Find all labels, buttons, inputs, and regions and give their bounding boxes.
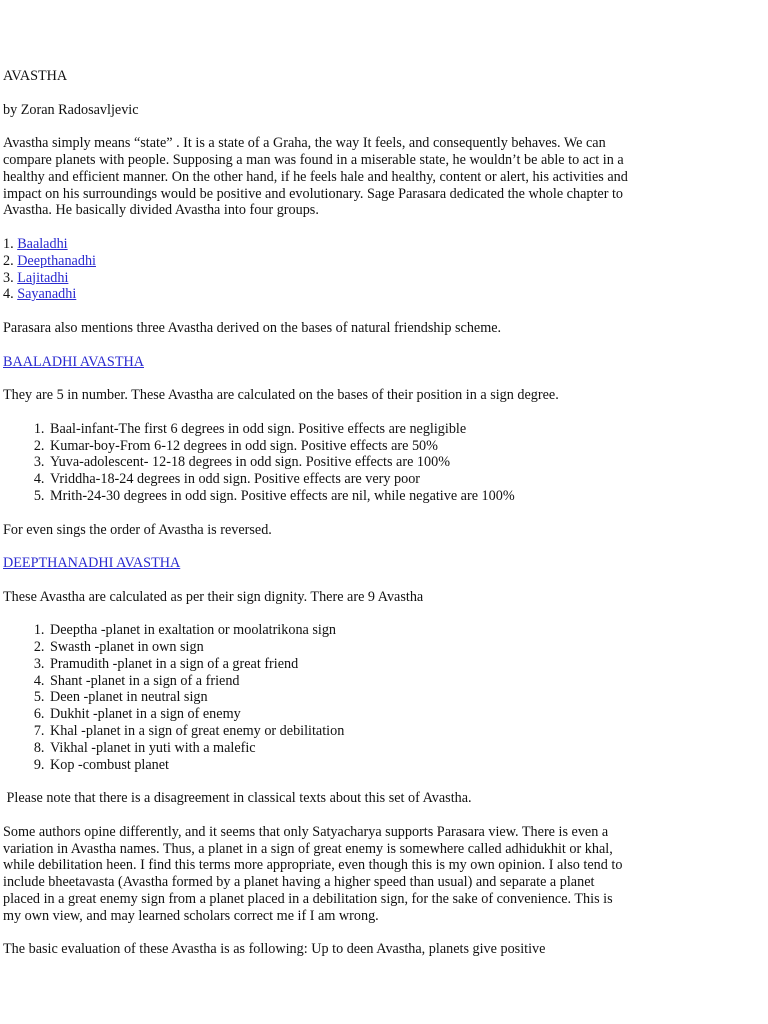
friendship-note: Parasara also mentions three Avastha derived on the bases of natural friendship scheme. [3,319,502,336]
deepthanadhi-list [3,622,633,773]
link-sayanadhi[interactable]: Sayanadhi [17,286,77,303]
heading-link-deepthanadhi[interactable]: DEEPTHANADHI AVASTHA [3,555,181,572]
list-item: 3. Yuva-adolescent- 12-18 degrees in odd sign. Positive effects are 100% [48,454,633,471]
list-item: 5. Deen -planet in neutral sign [48,689,633,706]
list-item: 2. Kumar-boy-From 6-12 degrees in odd sign. Positive effects are 50% [48,438,633,455]
disagreement-note: Please note that there is a disagreement in classical texts about this set of Avastha. [3,790,472,807]
list-item: 7. Khal -planet in a sign of great enemy or debilitation [48,723,633,740]
link-baaladhi[interactable]: Baaladhi [17,235,68,252]
list-item: 2. Swasth -planet in own sign [48,639,633,656]
item-number: 4. [3,286,18,303]
avastha-groups-list [3,236,633,303]
deepthanadhi-intro: These Avastha are calculated as per their sign dignity. There are 9 Avastha [3,588,424,605]
list-item: 4. Vriddha-18-24 degrees in odd sign. Positive effects are very poor [48,471,633,488]
link-lajitadhi[interactable]: Lajitadhi [17,269,69,286]
list-item [3,236,633,253]
item-number: 3. [3,269,18,286]
document-body [3,68,633,975]
intro-paragraph: Avastha simply means “state” . It is a state of a Graha, the way It feels, and consequently behaves. We can compare planets with people. Supposing a man was found in a miserable state, he wouldn’t be able to act in a healthy and efficient manner. On the other hand, if he feels hale and healthy, content or alert, his activities and impact on his surroundings would be positive and evolutionary. Sage Parasara dedicated the whole chapter to Avastha. He basically divided Avastha into four groups. [3,135,628,219]
item-number: 2. [3,252,18,269]
baaladhi-intro: They are 5 in number. These Avastha are calculated on the bases of their position in a sign degree. [3,387,559,404]
section-heading-deepthanadhi [3,555,633,572]
link-deepthanadhi[interactable]: Deepthanadhi [17,252,96,269]
list-item [3,270,633,287]
list-item [3,286,633,303]
list-item: 1. Baal-infant-The first 6 degrees in odd sign. Positive effects are negligible [48,421,633,438]
opinion-paragraph: Some authors opine differently, and it seems that only Satyacharya supports Parasara view. There is even a variation in Avastha names. Thus, a planet in a sign of great enemy is somewhere called adhidukhit or khal, while debilitation heen. I find this terms more appropriate, even though this is my own opinion. I also tend to include bheetavasta (Avastha formed by a planet having a higher speed than usual) and separate a planet placed in a great enemy sign from a planet placed in a debilitation sign, for the sake of convenience. This is my own view, and may learned scholars correct me if I am wrong. [3,823,623,924]
list-item: 6. Dukhit -planet in a sign of enemy [48,706,633,723]
list-item: 1. Deeptha -planet in exaltation or moolatrikona sign [48,622,633,639]
list-item: 3. Pramudith -planet in a sign of a great friend [48,656,633,673]
document-title: AVASTHA [3,68,68,84]
section-heading-baaladhi [3,354,633,371]
heading-link-baaladhi[interactable]: BAALADHI AVASTHA [3,353,144,370]
author-line: by Zoran Radosavljevic [3,101,139,118]
list-item: 9. Kop -combust planet [48,757,633,774]
list-item: 4. Shant -planet in a sign of a friend [48,673,633,690]
baaladhi-outro: For even sings the order of Avastha is reversed. [3,521,272,538]
evaluation-paragraph: The basic evaluation of these Avastha is as following: Up to deen Avastha, planets give positive [3,941,546,958]
list-item: 5. Mrith-24-30 degrees in odd sign. Positive effects are nil, while negative are 100% [48,488,633,505]
item-number: 1. [3,235,18,252]
baaladhi-list [3,421,633,505]
list-item [3,253,633,270]
list-item: 8. Vikhal -planet in yuti with a malefic [48,740,633,757]
